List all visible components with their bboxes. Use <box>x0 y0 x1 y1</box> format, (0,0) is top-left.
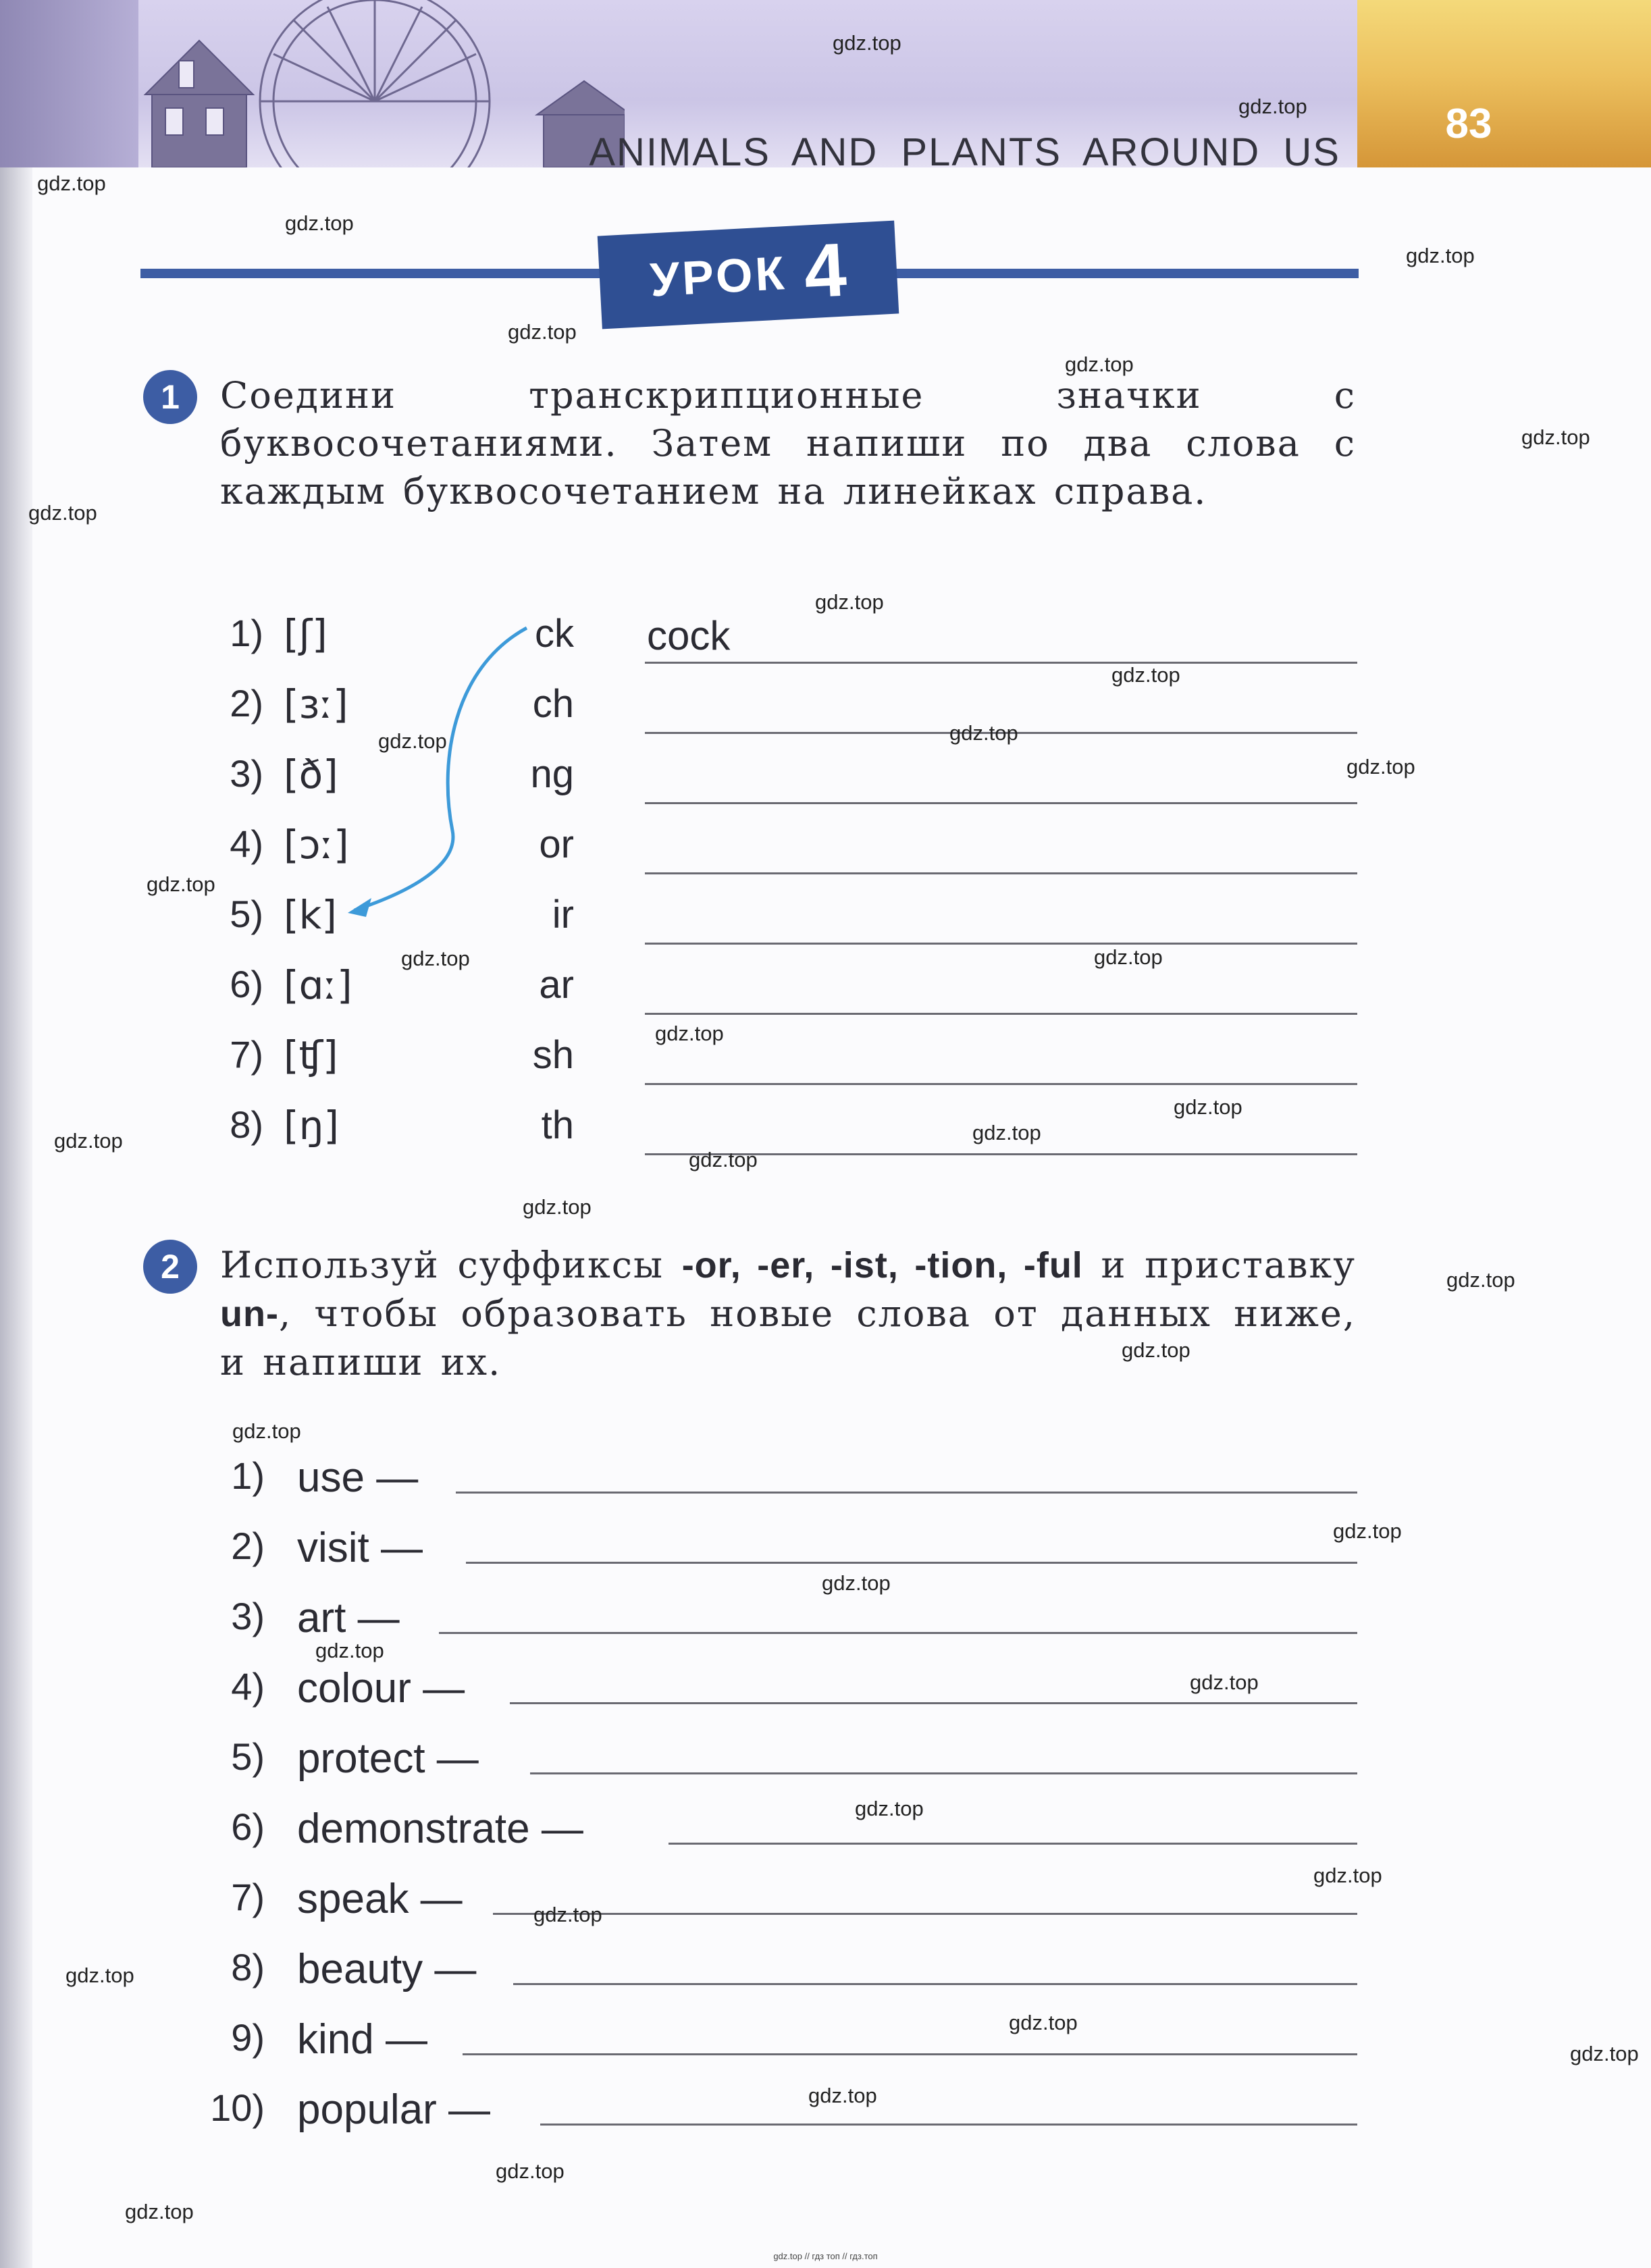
item-number: 2) <box>231 1525 265 1567</box>
watermark-text: gdz.top <box>401 947 470 970</box>
letter-combination: ng <box>530 752 574 796</box>
answer-line[interactable] <box>669 1843 1357 1845</box>
answer-line[interactable] <box>540 2124 1357 2126</box>
watermark-text: gdz.top <box>508 320 577 344</box>
letter-combination: sh <box>532 1033 574 1077</box>
task-1-number: 1 <box>143 370 197 424</box>
row-number: 1) <box>230 612 263 654</box>
task-2-prefix: un- <box>220 1294 279 1334</box>
letter-combination: ck <box>535 612 574 656</box>
page-number: 83 <box>1445 101 1492 147</box>
watermark-text: gdz.top <box>1094 945 1163 969</box>
bottom-note: gdz.top // гдз топ // гдз.топ <box>773 2251 878 2261</box>
watermark-text: gdz.top <box>1174 1095 1242 1119</box>
watermark-text: gdz.top <box>972 1121 1041 1144</box>
item-number: 4) <box>231 1665 265 1708</box>
base-word: kind — <box>297 2016 427 2063</box>
row-number: 6) <box>230 963 263 1005</box>
transcription-symbol: [ɔː] <box>284 822 349 868</box>
watermark-text: gdz.top <box>496 2159 565 2183</box>
row-number: 7) <box>230 1033 263 1076</box>
watermark-text: gdz.top <box>808 2084 877 2107</box>
match-arrow <box>324 608 547 932</box>
answer-line[interactable] <box>645 662 1357 664</box>
watermark-text: gdz.top <box>1122 1338 1190 1362</box>
watermark-text: gdz.top <box>1190 1670 1259 1694</box>
task-2-suffixes: -or, -er, -ist, -tion, -ful <box>681 1245 1083 1286</box>
watermark-text: gdz.top <box>1333 1519 1402 1543</box>
base-word: demonstrate — <box>297 1805 583 1852</box>
watermark-text: gdz.top <box>65 1963 134 1987</box>
lesson-badge <box>598 221 899 329</box>
letter-combination: or <box>539 822 574 866</box>
letter-combination: ch <box>532 682 574 726</box>
watermark-text: gdz.top <box>232 1419 301 1443</box>
watermark-text: gdz.top <box>949 721 1018 745</box>
watermark-text: gdz.top <box>533 1903 602 1926</box>
item-number: 10) <box>210 2086 265 2129</box>
answer-line[interactable] <box>466 1562 1357 1564</box>
transcription-symbol: [ʧ] <box>284 1032 338 1078</box>
row-number: 2) <box>230 682 263 724</box>
watermark-text: gdz.top <box>1313 1864 1382 1887</box>
answer-line[interactable] <box>439 1632 1357 1634</box>
answer-line[interactable] <box>645 1013 1357 1015</box>
answer-line[interactable] <box>645 872 1357 874</box>
task-2-text-after: , чтобы образовать новые слова от данных ниже, и напиши их. <box>220 1292 1356 1383</box>
transcription-symbol: [ʃ] <box>284 611 327 657</box>
watermark-text: gdz.top <box>1111 663 1180 687</box>
answer-line[interactable] <box>510 1702 1357 1704</box>
transcription-symbol: [ɜː] <box>284 681 348 727</box>
watermark-text: gdz.top <box>855 1797 924 1820</box>
transcription-symbol: [ɑː] <box>284 962 352 1008</box>
item-number: 9) <box>231 2016 265 2059</box>
watermark-text: gdz.top <box>1446 1268 1515 1292</box>
watermark-text: gdz.top <box>1521 425 1590 449</box>
item-number: 7) <box>231 1876 265 1918</box>
answer-text: cock <box>647 613 731 658</box>
base-word: colour — <box>297 1665 465 1712</box>
answer-line[interactable] <box>645 1083 1357 1085</box>
transcription-symbol: [k] <box>284 892 337 938</box>
watermark-text: gdz.top <box>689 1148 758 1171</box>
base-word: visit — <box>297 1525 423 1571</box>
header-band-left <box>0 0 138 167</box>
answer-line[interactable] <box>530 1772 1357 1774</box>
watermark-text: gdz.top <box>1009 2011 1078 2034</box>
answer-line[interactable] <box>645 943 1357 945</box>
watermark-text: gdz.top <box>147 872 215 896</box>
item-number: 1) <box>231 1454 265 1497</box>
watermark-text: gdz.top <box>523 1195 592 1219</box>
base-word: popular — <box>297 2086 491 2133</box>
lesson-number: 4 <box>802 227 849 314</box>
watermark-text: gdz.top <box>1238 95 1307 118</box>
watermark-text: gdz.top <box>655 1022 724 1045</box>
watermark-text: gdz.top <box>1570 2042 1639 2065</box>
task-1-instruction: Соедини транскрипционные значки с буквосочетаниями. Затем напиши по два слова с каждым буквосочетанием на линейках справа. <box>220 374 1356 512</box>
row-number: 3) <box>230 752 263 795</box>
base-word: speak — <box>297 1876 463 1922</box>
item-number: 3) <box>231 1595 265 1637</box>
task-2-text-before: Используй суффиксы <box>220 1244 664 1286</box>
watermark-text: gdz.top <box>37 172 106 195</box>
letter-combination: ir <box>552 893 574 937</box>
letter-combination: ar <box>539 963 574 1007</box>
task-2-number: 2 <box>143 1240 197 1294</box>
answer-line[interactable] <box>645 802 1357 804</box>
row-number: 4) <box>230 822 263 865</box>
row-number: 8) <box>230 1103 263 1146</box>
base-word: protect — <box>297 1735 479 1782</box>
watermark-text: gdz.top <box>1065 352 1134 376</box>
letter-combination: th <box>541 1103 574 1147</box>
row-number: 5) <box>230 893 263 935</box>
watermark-text: gdz.top <box>822 1571 891 1595</box>
page-fold-shadow <box>0 0 32 2268</box>
ferris-wheel-illustration <box>138 0 625 167</box>
item-number: 5) <box>231 1735 265 1778</box>
watermark-text: gdz.top <box>315 1639 384 1662</box>
transcription-symbol: [ŋ] <box>284 1103 340 1149</box>
task-2-text-mid: и приставку <box>1101 1244 1356 1286</box>
answer-line[interactable] <box>456 1492 1357 1494</box>
answer-line[interactable] <box>463 2053 1357 2055</box>
transcription-symbol: [ð] <box>284 751 338 797</box>
answer-line[interactable] <box>493 1913 1357 1915</box>
task-2-instruction <box>220 1241 1356 1386</box>
base-word: beauty — <box>297 1946 477 1993</box>
watermark-text: gdz.top <box>815 590 884 614</box>
watermark-text: gdz.top <box>54 1129 123 1153</box>
watermark-text: gdz.top <box>833 31 901 55</box>
watermark-text: gdz.top <box>1346 755 1415 779</box>
answer-line[interactable] <box>513 1983 1357 1985</box>
base-word: use — <box>297 1454 419 1501</box>
watermark-text: gdz.top <box>378 729 447 753</box>
watermark-text: gdz.top <box>1406 244 1475 267</box>
watermark-text: gdz.top <box>285 211 354 235</box>
base-word: art — <box>297 1595 400 1641</box>
watermark-text: gdz.top <box>28 501 97 525</box>
lesson-label: УРОК <box>648 246 789 307</box>
item-number: 8) <box>231 1946 265 1988</box>
chapter-title: ANIMALS AND PLANTS AROUND US <box>589 130 1340 174</box>
item-number: 6) <box>231 1805 265 1848</box>
watermark-text: gdz.top <box>125 2200 194 2223</box>
